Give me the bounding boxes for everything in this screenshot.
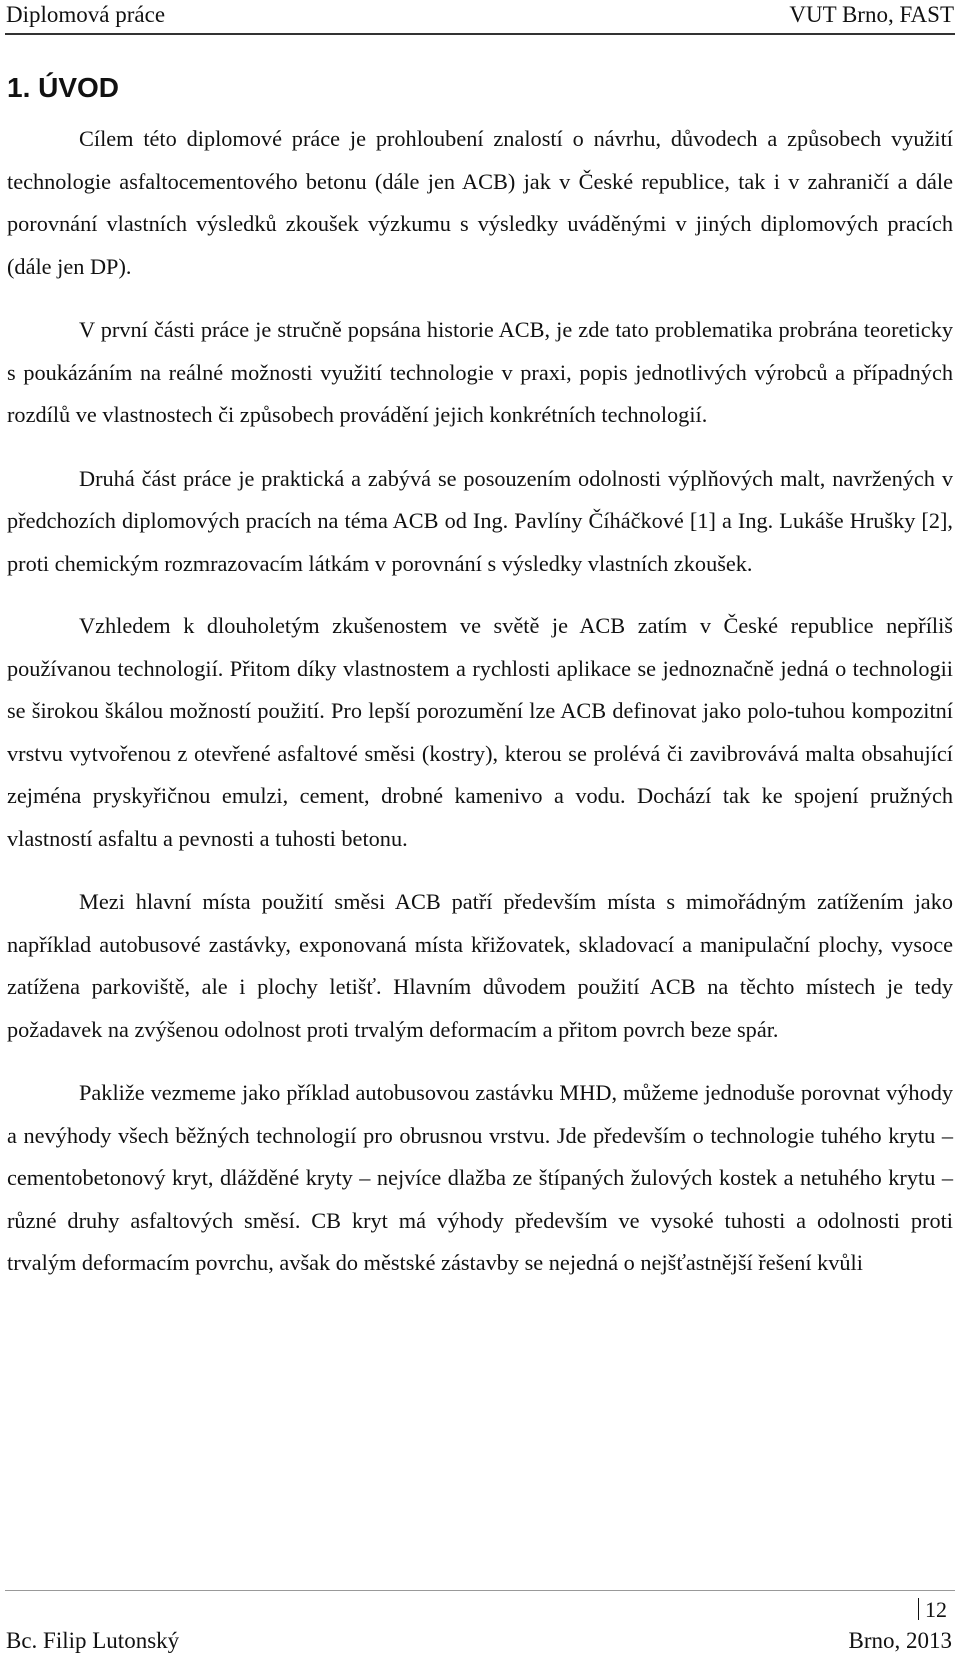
footer-place-date: Brno, 2013 [848,1628,952,1653]
paragraph-bus-stop-example: Pakliže vezmeme jako příklad autobusovou zastávku MHD, můžeme jednoduše porovnat výhody a nevýhody všech běžných technologií pro obrusnou vrstvu. Jde především o technologie tuhého krytu – cementobetonový kryt, dlážděné kryty – nejvíce dlažba ze štípaných žulových kostek a netuhého krytu – různé druhy asfaltových směsí. CB kryt má výhody především ve vysoké tuhosti a odolnosti proti trvalým deformacím povrchu, avšak do městské zástavby se nejedná o nejšťastnější řešení kvůli [7,1080,953,1275]
paragraph-usage-places: Mezi hlavní místa použití směsi ACB patří především místa s mimořádným zatížením jako například autobusové zastávky, exponovaná místa křižovatek, skladovací a manipulační plochy, vysoce zatížena parkoviště, ale i plochy letišť. Hlavním důvodem použití ACB na těchto místech je tedy požadavek na zvýšenou odolnost proti trvalým deformacím a přitom povrch beze spár. [7,889,953,1042]
running-header [5,0,955,35]
footer-author: Bc. Filip Lutonský [6,1628,180,1653]
paragraph-experience: Vzhledem k dlouholetým zkušenostem ve světě je ACB zatím v České republice nepříliš používanou technologií. Přitom díky vlastnostem a rychlosti aplikace se jednoznačně jedná o technologii se širokou škálou možností použití. Pro lepší porozumění lze ACB definovat jako polo-tuhou kompozitní vrstvu vytvořenou z otevřené asfaltové směsi (kostry), kterou se prolévá či zavibrovává malta obsahující zejména pryskyřičnou emulzi, cement, drobné kamenivo a vodu. Dochází tak ke spojení pružných vlastností asfaltu a pevnosti a tuhosti betonu. [7,613,953,851]
page-number-bar [918,1598,919,1620]
header-document-type: Diplomová práce [6,2,166,27]
page-footer [5,1590,955,1659]
paragraph-aim: Cílem této diplomové práce je prohloubení znalostí o návrhu, důvodech a způsobech využití technologie asfaltocementového betonu (dále jen ACB) jak v České republice, tak i v zahraničí a dále porovnání vlastních výsledků zkoušek výzkumu s výsledky uváděnými v jiných diplomových pracích (dále jen DP). [7,126,953,279]
paragraph-second-part: Druhá část práce je praktická a zabývá se posouzením odolnosti výplňových malt, navržených v předchozích diplomových pracích na téma ACB od Ing. Pavlíny Číháčkové [1] a Ing. Lukáše Hrušky [2], proti chemickým rozmrazovacím látkám v porovnání s výsledky vlastních zkoušek. [7,465,953,576]
footer-divider [5,1590,955,1591]
page-number [918,1597,947,1623]
chapter-heading: 1. ÚVOD [7,72,120,103]
page-number-value: 12 [925,1597,947,1622]
header-institution: VUT Brno, FAST [789,2,954,27]
body-text [7,118,953,1306]
paragraph-first-part: V první části práce je stručně popsána historie ACB, je zde tato problematika probrána teoreticky s poukázáním na reálné možnosti využití technologie v praxi, popis jednotlivých výrobců a případných rozdílů ve vlastnostech či způsobech provádění jejich konkrétních technologií. [7,317,953,427]
